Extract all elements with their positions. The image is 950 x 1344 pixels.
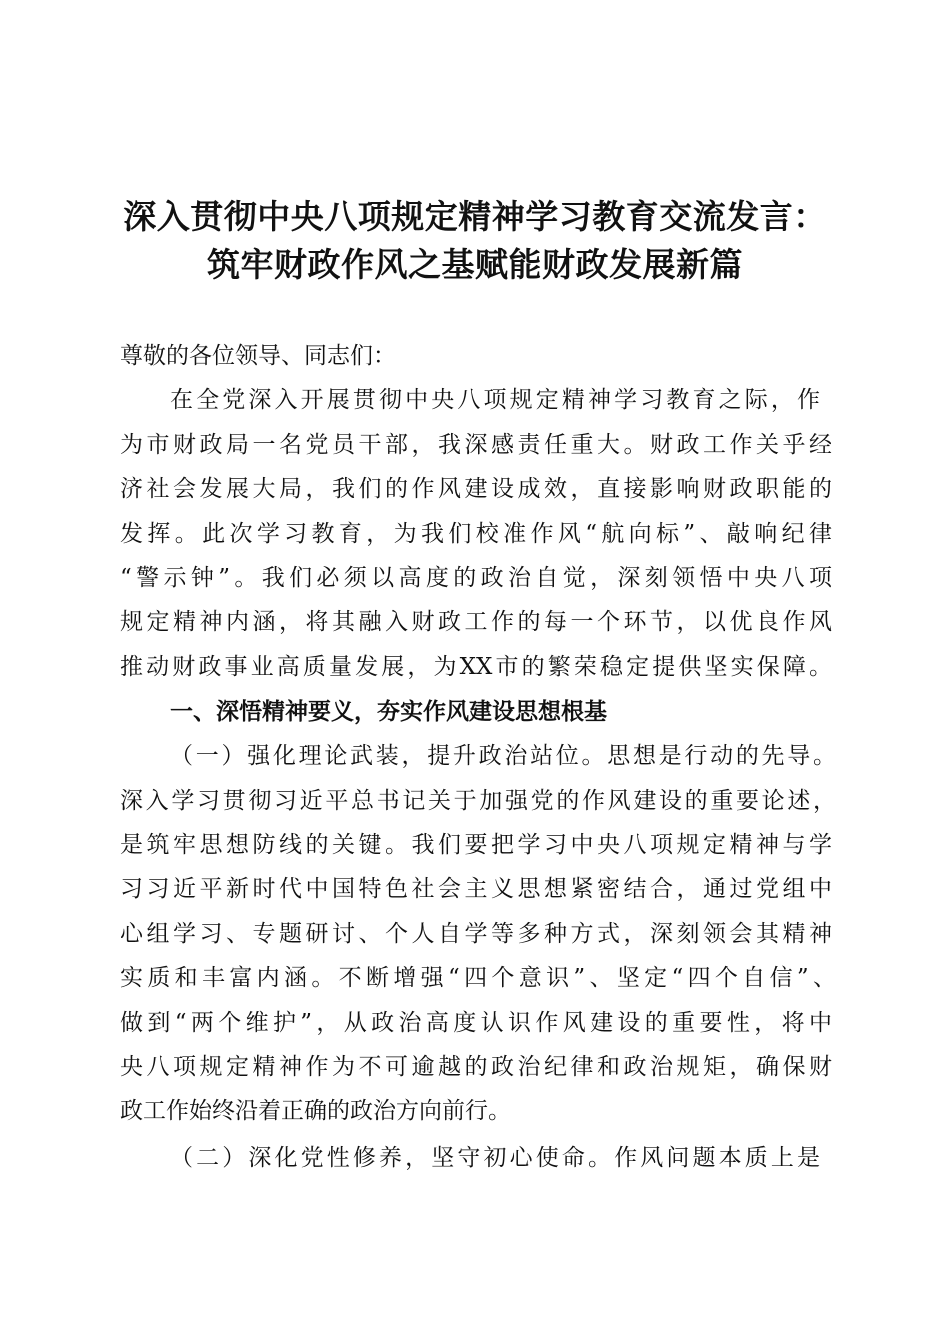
para2-line-1: （二）深化党性修养，坚守初心使命。作风问题本质上是 bbox=[170, 1145, 820, 1171]
intro-line-4: 发挥。此次学习教育，为我们校准作风“航向标”、敲响纪律 bbox=[120, 521, 832, 547]
para1-line-3: 是筑牢思想防线的关键。我们要把学习中央八项规定精神与学 bbox=[120, 832, 832, 858]
salutation: 尊敬的各位领导、同志们： bbox=[120, 343, 396, 369]
intro-line-2: 为市财政局一名党员干部，我深感责任重大。财政工作关乎经 bbox=[120, 432, 832, 458]
section-1-heading: 一、深悟精神要义，夯实作风建设思想根基 bbox=[170, 699, 607, 725]
para1-line-1: （一）强化理论武装，提升政治站位。思想是行动的先导。 bbox=[170, 743, 836, 769]
intro-line-3: 济社会发展大局，我们的作风建设成效，直接影响财政职能的 bbox=[120, 476, 832, 502]
para1-line-2: 深入学习贯彻习近平总书记关于加强党的作风建设的重要论述， bbox=[120, 788, 836, 814]
intro-line-7: 推动财政事业高质量发展，为XX市的繁荣稳定提供坚实保障。 bbox=[120, 654, 832, 680]
para1-line-6: 实质和丰富内涵。不断增强“四个意识”、坚定“四个自信”、 bbox=[120, 965, 836, 991]
intro-line-1: 在全党深入开展贯彻中央八项规定精神学习教育之际，作 bbox=[170, 387, 820, 413]
para1-line-9: 政工作始终沿着正确的政治方向前行。 bbox=[120, 1098, 511, 1124]
document-title-line-1: 深入贯彻中央八项规定精神学习教育交流发言： bbox=[123, 197, 827, 236]
intro-line-6: 规定精神内涵，将其融入财政工作的每一个环节，以优良作风 bbox=[120, 609, 832, 635]
para1-line-7: 做到“两个维护”，从政治高度认识作风建设的重要性，将中 bbox=[120, 1010, 832, 1036]
para1-line-8: 央八项规定精神作为不可逾越的政治纪律和政治规矩，确保财 bbox=[120, 1054, 832, 1080]
para1-line-5: 心组学习、专题研讨、个人自学等多种方式，深刻领会其精神 bbox=[120, 921, 832, 947]
para1-line-4: 习习近平新时代中国特色社会主义思想紧密结合，通过党组中 bbox=[120, 876, 832, 902]
document-title-line-2: 筑牢财政作风之基赋能财政发展新篇 bbox=[207, 245, 743, 284]
intro-line-5: “警示钟”。我们必须以高度的政治自觉，深刻领悟中央八项 bbox=[120, 565, 832, 591]
